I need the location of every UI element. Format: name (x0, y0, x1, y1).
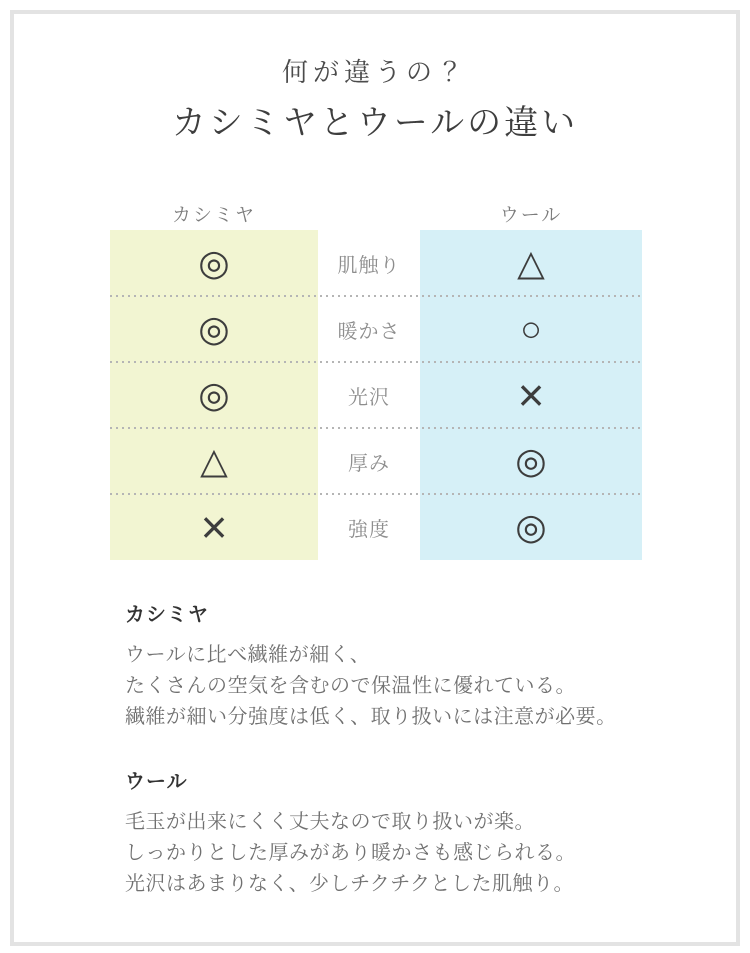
row-label: 強度 (318, 494, 420, 560)
column-header-spacer (318, 198, 420, 230)
description-sections (125, 602, 655, 936)
wool-rating-symbol: ○ (520, 308, 542, 349)
cashmere-rating-symbol: ◎ (198, 308, 230, 349)
wool-rating-symbol: × (517, 369, 545, 421)
cashmere-rating-cell (110, 494, 318, 560)
section-text-line: たくさんの空気を含むので保温性に優れている。 (125, 675, 576, 697)
table-row (110, 362, 642, 428)
table-row (110, 296, 642, 362)
section-text-line: 光沢はあまりなく、少しチクチクとした肌触り。 (125, 873, 574, 895)
cashmere-rating-symbol: ◎ (198, 242, 230, 283)
column-header-cashmere: カシミヤ (171, 205, 256, 226)
section-heading: ウール (125, 771, 188, 793)
cashmere-rating-cell (110, 230, 318, 296)
cashmere-rating-symbol: △ (200, 440, 228, 481)
table-row (110, 230, 642, 296)
table-row (110, 494, 642, 560)
table-body (110, 230, 642, 560)
page-frame (10, 10, 740, 946)
section-heading: カシミヤ (125, 604, 209, 626)
cashmere-rating-symbol: × (200, 501, 228, 553)
wool-rating-cell (420, 230, 642, 296)
cashmere-rating-cell (110, 428, 318, 494)
row-divider-dotted-line (110, 295, 642, 297)
cashmere-rating-cell (110, 296, 318, 362)
wool-rating-symbol: ◎ (515, 506, 547, 547)
row-divider-dotted-line (110, 427, 642, 429)
cashmere-rating-symbol: ◎ (198, 374, 230, 415)
description-section (125, 769, 655, 900)
wool-rating-cell (420, 494, 642, 560)
column-headers (110, 198, 642, 230)
row-label: 暖かさ (318, 296, 420, 362)
section-text-line: 繊維が細い分強度は低く、取り扱いには注意が必要。 (125, 706, 617, 728)
section-text-line: しっかりとした厚みがあり暖かさも感じられる。 (125, 842, 576, 864)
table-row (110, 428, 642, 494)
wool-rating-symbol: △ (517, 242, 545, 283)
row-divider-dotted-line (110, 493, 642, 495)
row-label: 肌触り (318, 230, 420, 296)
column-header-wool: ウール (499, 205, 563, 226)
page-title-large: カシミヤとウールの違い (171, 103, 579, 143)
row-label: 光沢 (318, 362, 420, 428)
wool-rating-cell (420, 296, 642, 362)
section-text-line: 毛玉が出来にくく丈夫なので取り扱いが楽。 (125, 811, 535, 833)
wool-rating-cell (420, 428, 642, 494)
cashmere-rating-cell (110, 362, 318, 428)
description-section (125, 602, 655, 733)
row-divider-dotted-line (110, 361, 642, 363)
row-label: 厚み (318, 428, 420, 494)
wool-rating-cell (420, 362, 642, 428)
section-body (125, 807, 655, 900)
page-title-small: 何が違うの？ (281, 58, 468, 88)
comparison-table (110, 198, 642, 560)
section-text-line: ウールに比べ繊維が細く、 (125, 644, 371, 666)
section-body (125, 640, 655, 733)
wool-rating-symbol: ◎ (515, 440, 547, 481)
